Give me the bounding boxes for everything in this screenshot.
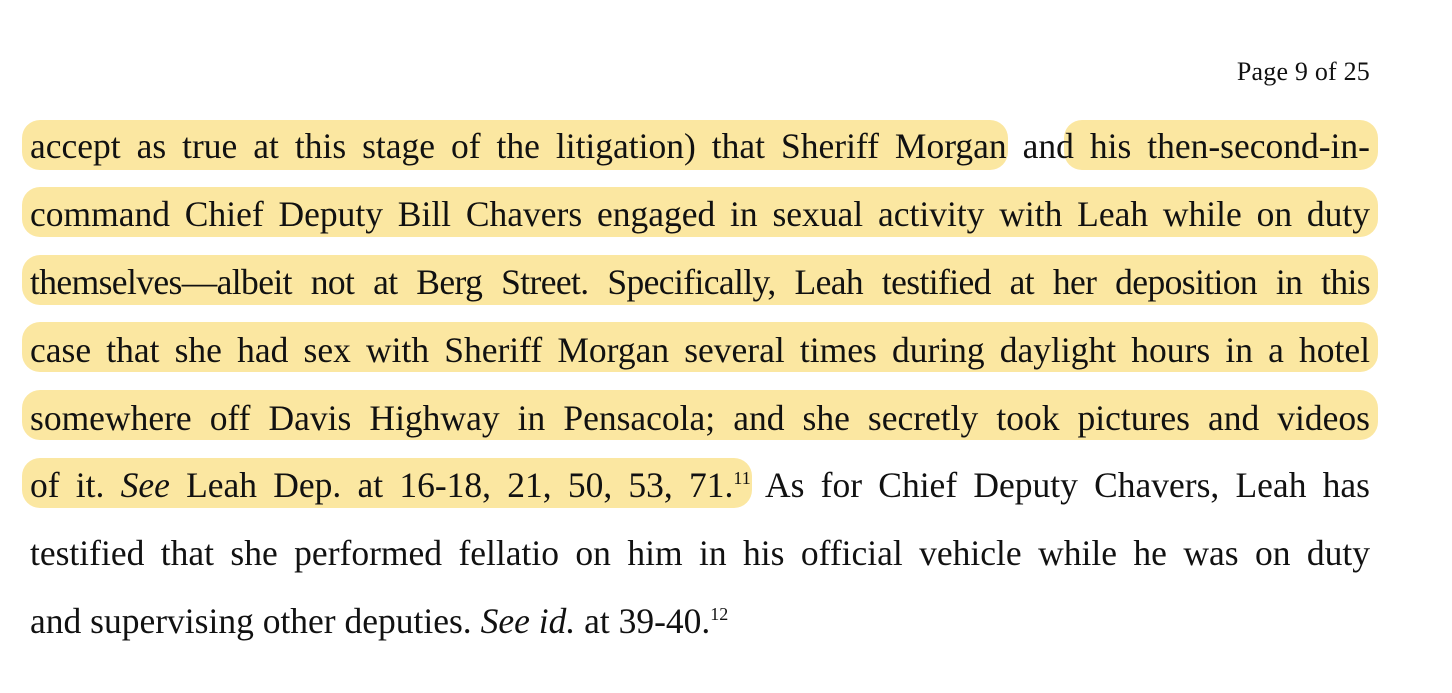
text-line-6: of it. See Leah Dep. at 16-18, 21, 50, 53, 71.11 As for Chief Deputy Chavers, Leah has	[30, 465, 1370, 505]
citation-signal: See id.	[480, 601, 576, 641]
page-number: Page 9 of 25	[1236, 57, 1370, 86]
text-line-8: and supervising other deputies. See id. at 39-40.12	[30, 601, 729, 641]
text-line-1: accept as true at this stage of the litigation) that Sheriff Morgan and his then-second-in-	[30, 126, 1370, 166]
citation-signal: See	[120, 465, 170, 505]
text-line-3: themselves—albeit not at Berg Street. Specifically, Leah testified at her deposition in this	[30, 262, 1370, 302]
text-line-2: command Chief Deputy Bill Chavers engaged in sexual activity with Leah while on duty	[30, 194, 1370, 234]
footnote-ref-11[interactable]: 11	[733, 468, 751, 489]
text-line-4: case that she had sex with Sheriff Morgan several times during daylight hours in a hotel	[30, 330, 1370, 370]
text-line-5: somewhere off Davis Highway in Pensacola; and she secretly took pictures and videos	[30, 398, 1370, 438]
text-line-7: testified that she performed fellatio on him in his official vehicle while he was on duty	[30, 533, 1370, 573]
footnote-ref-12[interactable]: 12	[710, 604, 729, 625]
